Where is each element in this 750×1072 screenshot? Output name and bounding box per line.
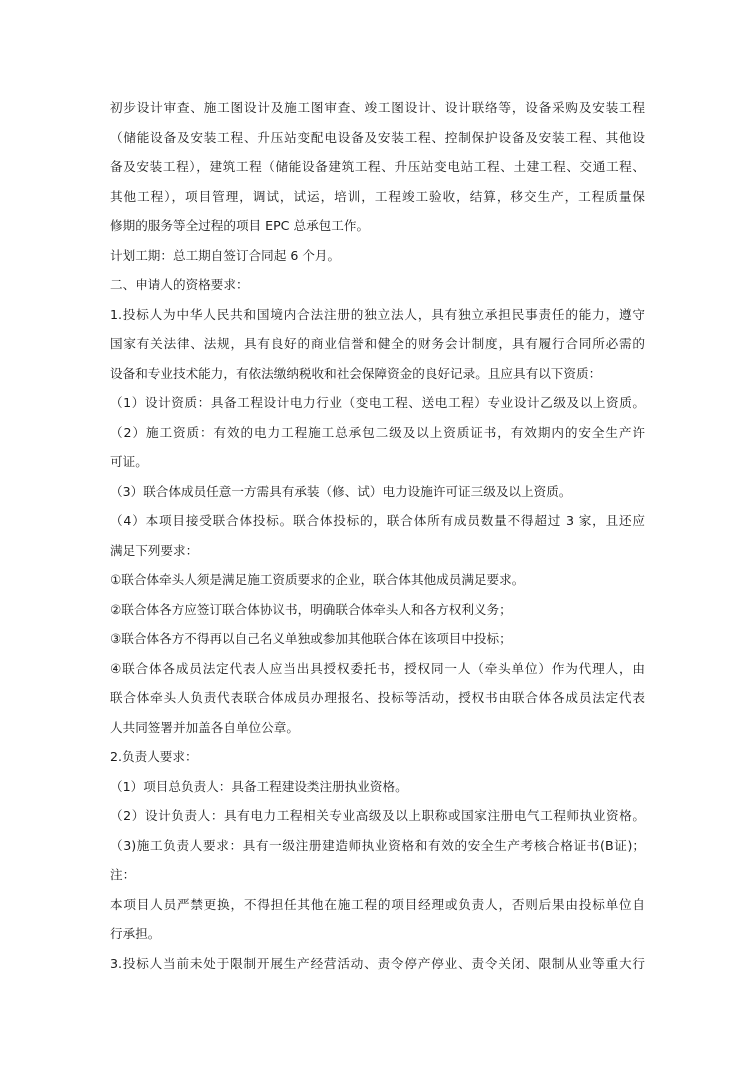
section-heading: 2.负责人要求： bbox=[110, 749, 198, 764]
consortium-requirement: 联合体牵头人负责代表联合体成员办理报名、投标等活动，授权书由联合体各成员法定代表 bbox=[110, 690, 645, 705]
note-text: 本项目人员严禁更换，不得担任其他在施工程的项目经理或负责人，否则后果由投标单位自 bbox=[110, 896, 645, 912]
document-body bbox=[110, 93, 645, 978]
paragraph-line: 3.投标人当前未处于限制开展生产经营活动、责令停产停业、责令关闭、限制从业等重大行 bbox=[110, 955, 645, 971]
consortium-requirement: 人共同签署并加盖各自单位公章。 bbox=[110, 719, 299, 735]
consortium-requirement: ③联合体各方不得再以自己名义单独或参加其他联合体在该项目中投标； bbox=[110, 631, 512, 646]
paragraph-line: 修期的服务等全过程的项目 EPC 总承包工作。 bbox=[110, 218, 370, 233]
paragraph-line: （储能设备及安装工程、升压站变配电设备及安装工程、控制保护设备及安装工程、其他设 bbox=[110, 129, 645, 145]
note-text: 行承担。 bbox=[110, 926, 161, 941]
paragraph-line: 备及安装工程），建筑工程（储能设备建筑工程、升压站变电站工程、土建工程、交通工程、 bbox=[110, 159, 645, 174]
paragraph-line: 设备和专业技术能力，有依法缴纳税收和社会保障资金的良好记录。且应具有以下资质： bbox=[110, 365, 602, 381]
personnel-requirement: （3)施工负责人要求：具有一级注册建造师执业资格和有效的安全生产考核合格证书(B证)； bbox=[110, 837, 645, 853]
qualification-item: （4）本项目接受联合体投标。联合体投标的，联合体所有成员数量不得超过 3 家，且还应 bbox=[110, 513, 645, 528]
qualification-item: 可证。 bbox=[110, 454, 148, 469]
personnel-requirement: （1）项目总负责人：具备工程建设类注册执业资格。 bbox=[110, 778, 408, 794]
personnel-requirement: （2）设计负责人：具有电力工程相关专业高级及以上职称或国家注册电气工程师执业资格。 bbox=[110, 808, 645, 823]
paragraph-line: 国家有关法律、法规，具有良好的商业信誉和健全的财务会计制度，具有履行合同所必需的 bbox=[110, 336, 645, 351]
paragraph-line: 初步设计审查、施工图设计及施工图审查、竣工图设计、设计联络等，设备采购及安装工程 bbox=[110, 100, 645, 115]
qualification-item: 满足下列要求： bbox=[110, 542, 199, 558]
note-label: 注： bbox=[110, 867, 136, 882]
consortium-requirement: ④联合体各成员法定代表人应当出具授权委托书，授权同一人（牵头单位）作为代理人，由 bbox=[110, 660, 645, 676]
qualification-item: （2）施工资质：有效的电力工程施工总承包二级及以上资质证书，有效期内的安全生产许 bbox=[110, 424, 645, 440]
qualification-item: （3）联合体成员任意一方需具有承装（修、试）电力设施许可证三级及以上资质。 bbox=[110, 483, 572, 499]
consortium-requirement: ②联合体各方应签订联合体协议书，明确联合体牵头人和各方权利义务； bbox=[110, 601, 512, 617]
consortium-requirement: ①联合体牵头人须是满足施工资质要求的企业，联合体其他成员满足要求。 bbox=[110, 572, 525, 587]
paragraph-line: 1.投标人为中华人民共和国境内合法注册的独立法人，具有独立承担民事责任的能力，遵守 bbox=[110, 306, 645, 322]
section-heading: 二、申请人的资格要求： bbox=[110, 277, 249, 292]
paragraph-line: 其他工程），项目管理，调试，试运，培训，工程竣工验收，结算，移交生产，工程质量保 bbox=[110, 188, 645, 204]
qualification-item: （1）设计资质：具备工程设计电力行业（变电工程、送电工程）专业设计乙级及以上资质。 bbox=[110, 395, 645, 410]
schedule-line: 计划工期：总工期自签订合同起 6 个月。 bbox=[110, 247, 341, 263]
